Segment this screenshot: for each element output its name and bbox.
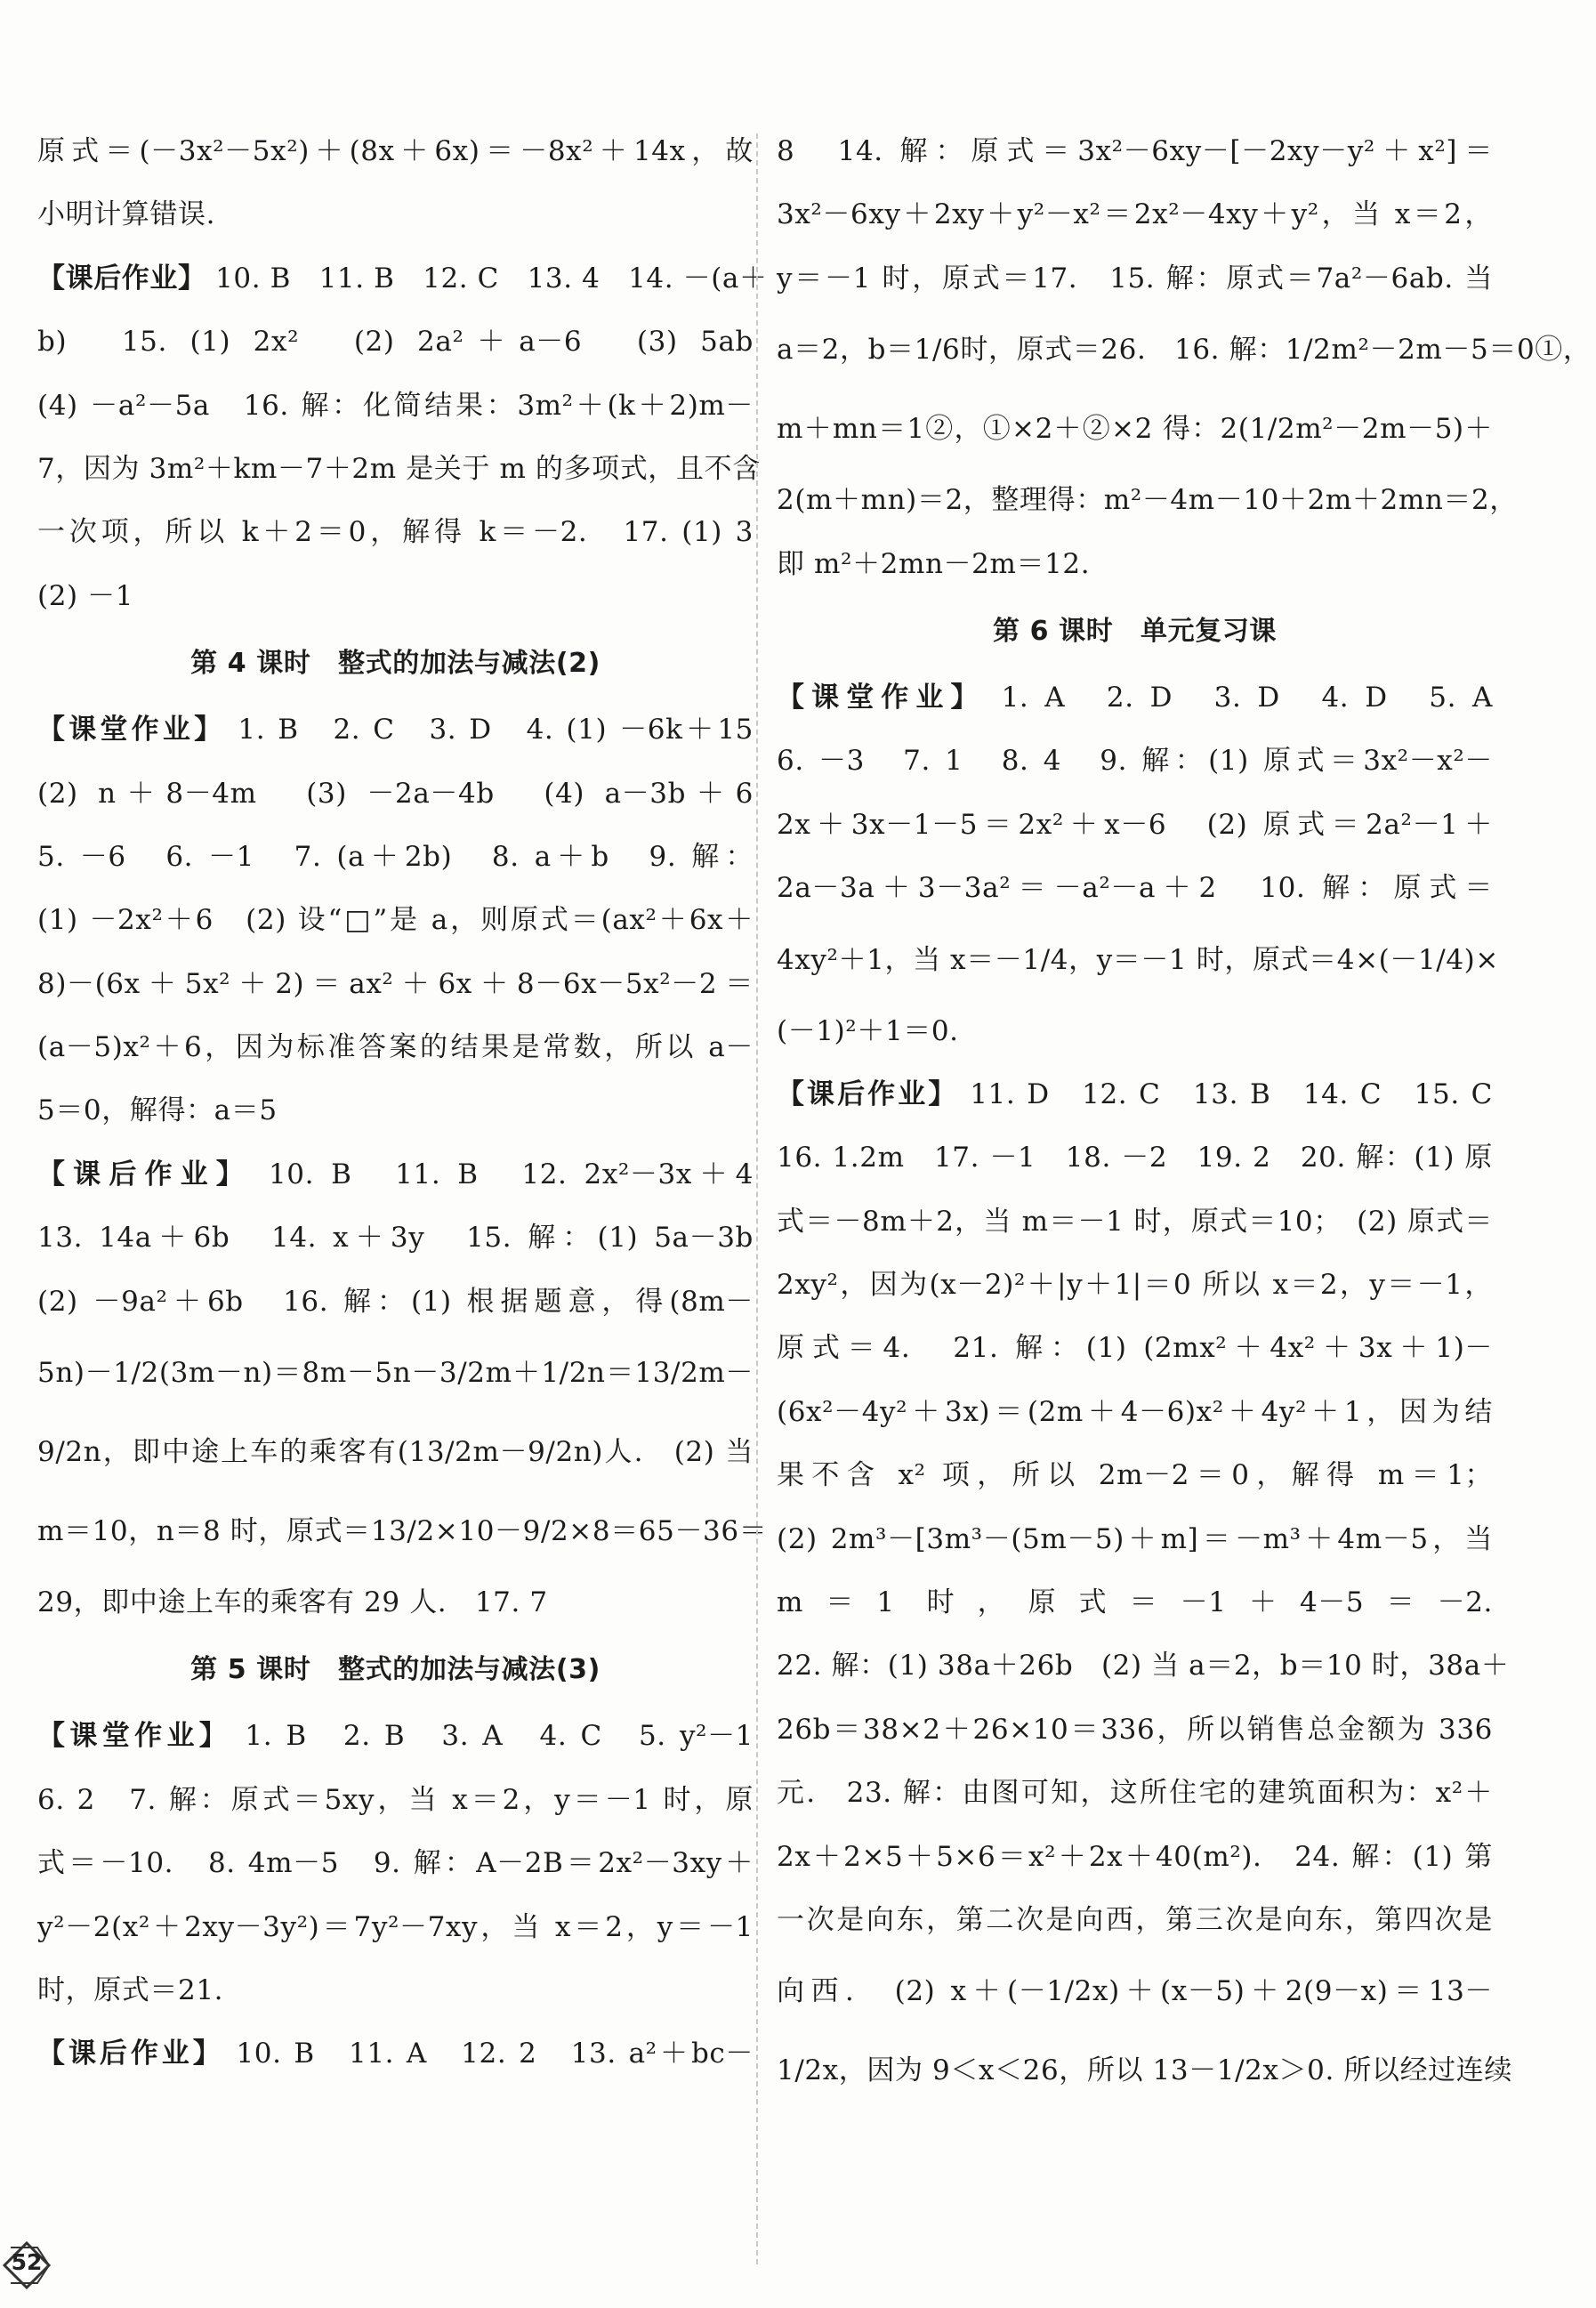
left-answer-line [37,889,754,952]
right-answer-line [777,1826,1493,1889]
left-answer-line [37,1492,768,1571]
column-divider [756,133,758,2264]
answer-text: 10. B 11. B 12. C 13. 4 14. －(a＋ [206,262,768,295]
answer-text: 10. B 11. A 12. 2 13. a²＋bc－ [223,2038,754,2070]
right-answer-line [777,1381,1493,1444]
answer-text: 11. D 12. C 13. B 14. C 15. C [958,1077,1493,1110]
answer-text: 22. 解：(1) 38a＋26b (2) 当 a＝2，b＝10 时，38a＋ [777,1650,1510,1683]
section-tag: 【课后作业】 [777,1077,959,1110]
right-answer-line [777,1952,1493,2031]
answer-text: m＋mn＝1②，①×2＋②×2 得：2(1/2m²－2m－5)＋ [777,413,1493,446]
answer-text: 5. －6 6. －1 7. (a＋2b) 8. a＋b 9. 解： [37,840,754,873]
answer-text: (2) －9a²＋6b 16. 解：(1) 根据题意，得(8m－ [37,1285,754,1318]
left-answer-line [37,120,754,183]
answer-text: 一次项，所以 k＋2＝0，解得 k＝－2. 17. (1) 3 [37,516,754,549]
right-answer-line [777,1762,1493,1825]
right-answer-line [777,1254,1493,1317]
right-answer-line [777,311,1592,390]
answer-text: 9/2n，即中途上车的乘客有(13/2m－9/2n)人. (2) 当 [37,1436,754,1469]
right-answer-line [777,1634,1510,1698]
right-answer-line [777,1063,1493,1126]
left-answer-line [37,698,754,762]
answer-text: 即 m²＋2mn－2m＝12. [777,547,1091,580]
right-answer-line [777,247,1493,311]
right-column [777,120,1592,2110]
left-answer-line [37,1769,754,1832]
answer-text: m＝1 时，原式＝－1＋4－5＝－2. [777,1586,1493,1619]
answer-text: 元. 23. 解：由图可知，这所住宅的建筑面积为：x²＋ [777,1777,1493,1810]
answer-text: 29，即中途上车的乘客有 29 人. 17. 7 [37,1586,548,1619]
answer-text: 6. －3 7. 1 8. 4 9. 解：(1) 原式＝3x²－x²－ [777,745,1493,778]
page-number: 52 [11,2249,43,2275]
left-answer-line [37,1206,754,1270]
answer-text: (2) 2m³－[3m³－(5m－5)＋m]＝－m³＋4m－5，当 [777,1522,1493,1555]
answer-text: 5＝0，解得：a＝5 [37,1094,278,1127]
left-answer-line [37,826,754,889]
answer-text: 2(m＋mn)＝2，整理得：m²－4m－10＋2m＋2mn＝2， [777,484,1518,517]
right-answer-line [777,1126,1493,1190]
answer-text: 1. B 2. B 3. A 4. C 5. y²－1 [231,1720,754,1753]
lesson-heading: 第 6 课时 单元复习课 [993,615,1277,647]
left-answer-line [37,183,754,246]
answer-text: 一次是向东，第二次是向西，第三次是向东，第四次是 [777,1903,1493,1936]
answer-text: 式＝－10. 8. 4m－5 9. 解：A－2B＝2x²－3xy＋ [37,1847,754,1880]
answer-text: 果不含 x² 项，所以 2m－2＝0，解得 m＝1； [777,1459,1493,1492]
answer-text: 原式＝4. 21. 解：(1) (2mx²＋4x²＋3x＋1)－ [777,1332,1493,1365]
answer-text: (2) －1 [37,579,134,612]
answer-text: 2xy²，因为(x－2)²＋|y＋1|＝0 所以 x＝2，y＝－1， [777,1269,1493,1302]
left-answer-line [37,1705,754,1768]
left-answer-line [37,247,768,311]
answer-text: 6. 2 7. 解：原式＝5xy，当 x＝2，y＝－1 时，原 [37,1783,754,1816]
section-tag: 【课后作业】 [37,2038,224,2070]
right-answer-line [777,533,1493,596]
answer-text: 16. 1.2m 17. －1 18. －2 19. 2 20. 解：(1) 原 [777,1142,1493,1174]
page-number-badge [2,2240,52,2290]
right-answer-line [777,794,1493,857]
answer-text: 原式＝(－3x²－5x²)＋(8x＋6x)＝－8x²＋14x，故 [37,135,754,167]
right-answer-line [777,1444,1493,1507]
answer-text: (6x²－4y²＋3x)＝(2m＋4－6)x²＋4y²＋1，因为结 [777,1395,1493,1428]
answer-text: 4xy²＋1，当 x＝－1/4，y＝－1 时，原式＝4×(－1/4)× [777,943,1499,976]
right-answer-line [777,1571,1493,1634]
answer-text: 1. A 2. D 3. D 4. D 5. A [985,681,1493,714]
answer-text: y＝－1 时，原式＝17. 15. 解：原式＝7a²－6ab. 当 [777,262,1493,295]
right-answer-line [777,730,1493,793]
answer-text: 7，因为 3m²＋km－7＋2m 是关于 m 的多项式，且不含 [37,452,761,485]
left-answer-line [37,763,754,826]
answer-text: 2a－3a＋3－3a²＝－a²－a＋2 10. 解：原式＝ [777,872,1493,905]
left-answer-line [37,1832,754,1895]
right-answer-line [777,857,1493,920]
answer-text: (4) －a²－5a 16. 解：化简结果：3m²＋(k＋2)m－ [37,389,754,422]
section-tag: 【课堂作业】 [37,714,226,746]
right-answer-line [777,1508,1493,1571]
answer-text: 向西. (2) x＋(－1/2x)＋(x－5)＋2(9－x)＝13－ [777,1975,1493,2008]
right-answer-line [777,1190,1493,1254]
right-answer-line [777,390,1493,469]
left-answer-line [37,953,754,1016]
section-tag: 【课后作业】 [37,1158,252,1190]
section-tag: 【课后作业】 [37,262,206,295]
left-answer-line [37,501,754,564]
right-answer-line [777,666,1493,730]
section-tag: 【课堂作业】 [37,1720,232,1753]
answer-text: 5n)－1/2(3m－n)＝8m－5n－3/2m＋1/2n＝13/2m－ [37,1357,754,1390]
right-answer-line [777,469,1518,532]
right-answer-line [777,1317,1493,1380]
answer-text: 式＝－8m＋2，当 m＝－1 时，原式＝10； (2) 原式＝ [777,1205,1493,1238]
right-answer-line [777,120,1493,183]
left-answer-line [37,1016,754,1079]
lesson-heading: 第 5 课时 整式的加法与减法(3) [190,1654,601,1686]
right-answer-line [777,2031,1512,2110]
answer-text: 2x＋2×5＋5×6＝x²＋2x＋40(m²). 24. 解：(1) 第 [777,1840,1493,1873]
answer-text: b) 15. (1) 2x² (2) 2a²＋a－6 (3) 5ab [37,326,754,359]
answer-text: 8)－(6x＋5x²＋2)＝ax²＋6x＋8－6x－5x²－2＝ [37,967,754,1000]
left-answer-line [37,1143,754,1206]
left-answer-line [37,2022,754,2086]
answer-text: 1. B 2. C 3. D 4. (1) －6k＋15 [225,714,754,746]
right-answer-line [777,1889,1493,1952]
answer-text: 26b＝38×2＋26×10＝336，所以销售总金额为 336 [777,1713,1493,1746]
answer-text: (1) －2x²＋6 (2) 设“□”是 a，则原式＝(ax²＋6x＋ [37,904,754,937]
left-answer-line [37,438,761,501]
answer-text: 小明计算错误. [37,198,216,231]
answer-text: 13. 14a＋6b 14. x＋3y 15. 解：(1) 5a－3b [37,1222,754,1255]
right-answer-line [777,183,1493,246]
section-tag: 【课堂作业】 [777,681,986,714]
left-answer-line [37,1334,754,1413]
right-answer-line [777,1699,1493,1762]
left-answer-line [37,1413,754,1492]
right-answer-line [777,1000,1493,1063]
answer-text: 10. B 11. B 12. 2x²－3x＋4 [251,1158,754,1190]
right-answer-line [777,921,1499,1000]
answer-text: 1/2x，因为 9＜x＜26，所以 13－1/2x＞0. 所以经过连续 [777,2054,1512,2087]
lesson-heading: 第 4 课时 整式的加法与减法(2) [190,648,601,680]
left-answer-line [37,1896,754,1959]
answer-text: y²－2(x²＋2xy－3y²)＝7y²－7xy，当 x＝2，y＝－1 [37,1910,754,1943]
left-answer-line [37,1271,754,1334]
answer-text: m＝10，n＝8 时，原式＝13/2×10－9/2×8＝65－36＝ [37,1515,768,1548]
answer-text: 8 14. 解：原式＝3x²－6xy－[－2xy－y²＋x²]＝ [777,135,1493,167]
left-column [37,120,768,2086]
left-answer-line [37,375,754,438]
answer-text: 3x²－6xy＋2xy＋y²－x²＝2x²－4xy＋y²，当 x＝2， [777,198,1493,231]
left-answer-line [37,1079,754,1142]
left-answer-line [37,565,754,628]
answer-text: 时，原式＝21. [37,1973,224,2006]
answer-text: a＝2，b＝1/6时，原式＝26. 16. 解：1/2m²－2m－5＝0①， [777,334,1592,367]
answer-text: (－1)²＋1＝0. [777,1014,959,1047]
answer-text: (a－5)x²＋6，因为标准答案的结果是常数，所以 a－ [37,1031,754,1064]
left-answer-line [37,311,754,374]
answer-text: (2) n＋8－4m (3) －2a－4b (4) a－3b＋6 [37,777,754,810]
left-answer-line [37,1571,754,1634]
left-answer-line [37,1959,754,2022]
answer-text: 2x＋3x－1－5＝2x²＋x－6 (2) 原式＝2a²－1＋ [777,808,1493,841]
